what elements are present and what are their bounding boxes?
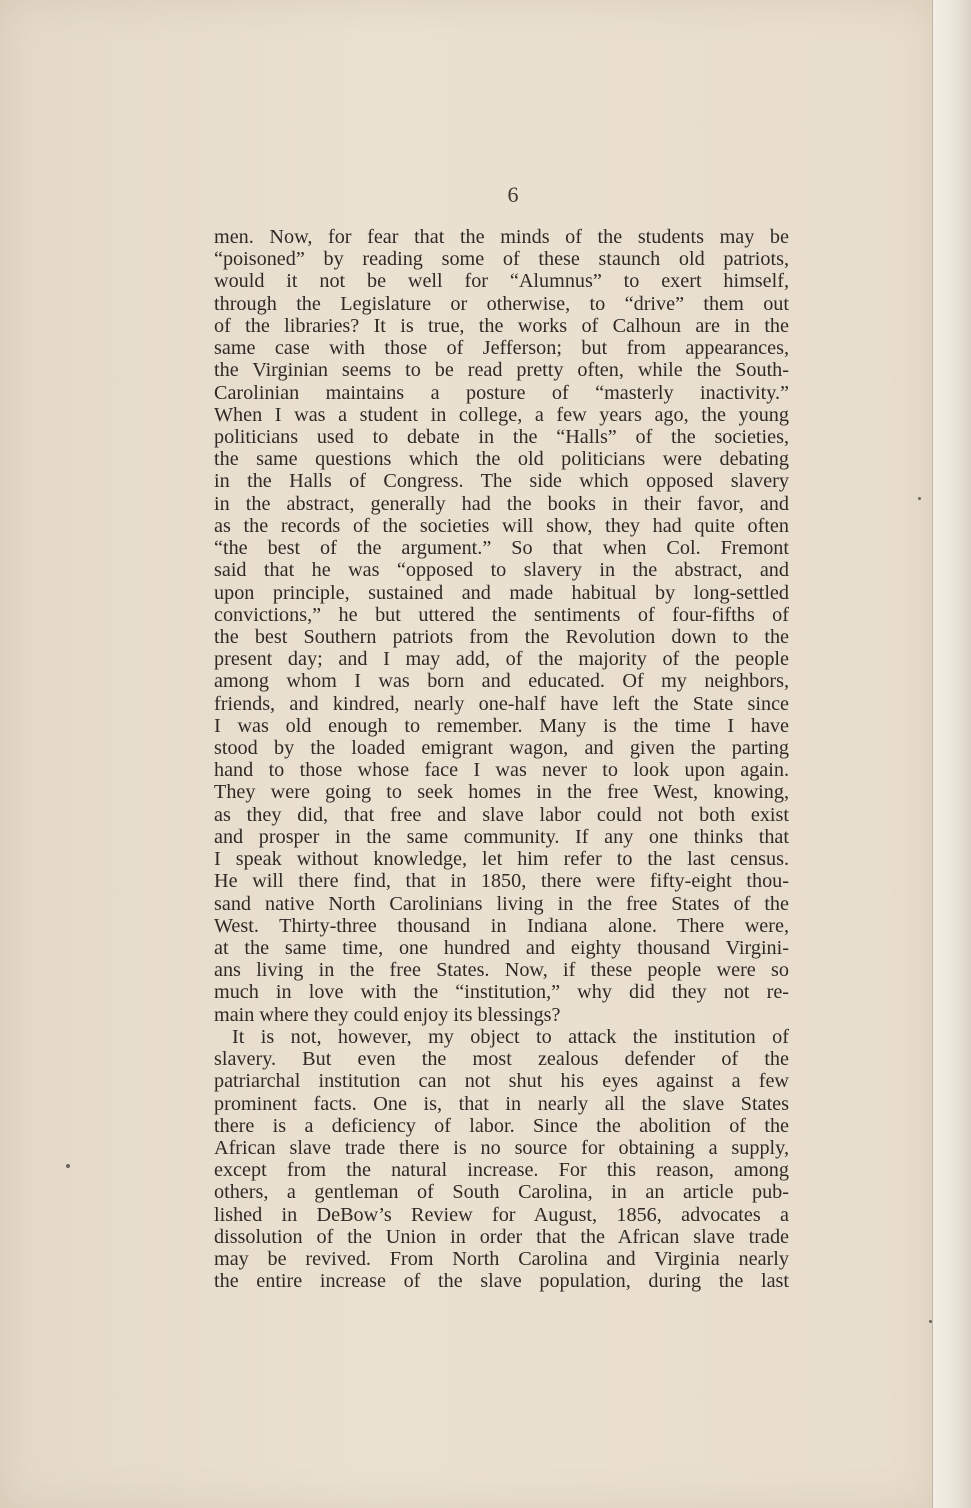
text-line: except from the natural increase. For this reason, among	[214, 1159, 789, 1182]
text-line: through the Legislature or otherwise, to “drive” them out	[214, 292, 789, 315]
text-line: the entire increase of the slave population, during the last	[214, 1270, 789, 1293]
text-line: prominent facts. One is, that in nearly all the slave States	[214, 1092, 789, 1115]
text-line: among whom I was born and educated. Of my neighbors,	[214, 670, 789, 693]
text-line: West. Thirty-three thousand in Indiana alone. There were,	[214, 914, 789, 937]
body-text	[214, 226, 789, 1293]
text-line: When I was a student in college, a few years ago, the young	[214, 403, 789, 426]
text-line: much in love with the “institution,” why did they not re-	[214, 981, 789, 1004]
text-line: lished in DeBow’s Review for August, 1856, advocates a	[214, 1203, 789, 1226]
text-line: there is a deficiency of labor. Since the abolition of the	[214, 1114, 789, 1137]
text-line: He will there find, that in 1850, there were fifty-eight thou-	[214, 870, 789, 893]
text-line: men. Now, for fear that the minds of the students may be	[214, 226, 789, 248]
text-line: others, a gentleman of South Carolina, in an article pub-	[214, 1181, 789, 1204]
text-line: patriarchal institution can not shut his eyes against a few	[214, 1070, 789, 1093]
text-line: in the Halls of Congress. The side which opposed slavery	[214, 470, 789, 493]
text-line: African slave trade there is no source for obtaining a supply,	[214, 1136, 789, 1159]
next-page-edge	[932, 0, 971, 1508]
text-line: the same questions which the old politicians were debating	[214, 448, 789, 471]
text-line: Carolinian maintains a posture of “masterly inactivity.”	[214, 381, 789, 404]
text-line: same case with those of Jefferson; but from appearances,	[214, 337, 789, 360]
text-line: “the best of the argument.” So that when Col. Fremont	[214, 537, 789, 560]
paper-speck	[918, 497, 921, 500]
text-line: dissolution of the Union in order that the African slave trade	[214, 1225, 789, 1248]
text-line: present day; and I may add, of the majority of the people	[214, 648, 789, 671]
text-line: hand to those whose face I was never to look upon again.	[214, 759, 789, 782]
text-line: convictions,” he but uttered the sentiments of four-fifths of	[214, 603, 789, 626]
text-line: upon principle, sustained and made habitual by long-settled	[214, 581, 789, 604]
text-line: I was old enough to remember. Many is the time I have	[214, 714, 789, 737]
text-line: stood by the loaded emigrant wagon, and given the parting	[214, 737, 789, 760]
text-line: the best Southern patriots from the Revolution down to the	[214, 625, 789, 648]
text-line: They were going to seek homes in the free West, knowing,	[214, 781, 789, 804]
text-line: sand native North Carolinians living in the free States of the	[214, 892, 789, 915]
text-line: at the same time, one hundred and eighty thousand Virgini-	[214, 937, 789, 959]
text-line: of the libraries? It is true, the works of Calhoun are in the	[214, 314, 789, 337]
text-line: said that he was “opposed to slavery in the abstract, and	[214, 559, 789, 582]
text-line: politicians used to debate in the “Halls” of the societies,	[214, 425, 789, 448]
text-line: I speak without knowledge, let him refer to the last census.	[214, 848, 789, 871]
text-line: as the records of the societies will show, they had quite often	[214, 514, 789, 537]
text-line: friends, and kindred, nearly one-half have left the State since	[214, 692, 789, 715]
text-line: main where they could enjoy its blessings?	[214, 1003, 561, 1026]
text-line: and prosper in the same community. If any one thinks that	[214, 825, 789, 848]
text-line: as they did, that free and slave labor could not both exist	[214, 803, 789, 826]
paper-speck	[66, 1164, 70, 1168]
text-line: It is not, however, my object to attack the institution of	[232, 1025, 789, 1048]
text-line: the Virginian seems to be read pretty often, while the South-	[214, 359, 789, 382]
paper-speck	[929, 1320, 932, 1323]
text-line: would it not be well for “Alumnus” to exert himself,	[214, 270, 789, 293]
text-line: “poisoned” by reading some of these staunch old patriots,	[214, 248, 789, 271]
page-number: 6	[507, 182, 519, 207]
text-line: ans living in the free States. Now, if these people were so	[214, 959, 789, 982]
text-line: slavery. But even the most zealous defender of the	[214, 1048, 789, 1071]
text-line: in the abstract, generally had the books in their favor, and	[214, 492, 789, 515]
text-line: may be revived. From North Carolina and Virginia nearly	[214, 1248, 789, 1271]
